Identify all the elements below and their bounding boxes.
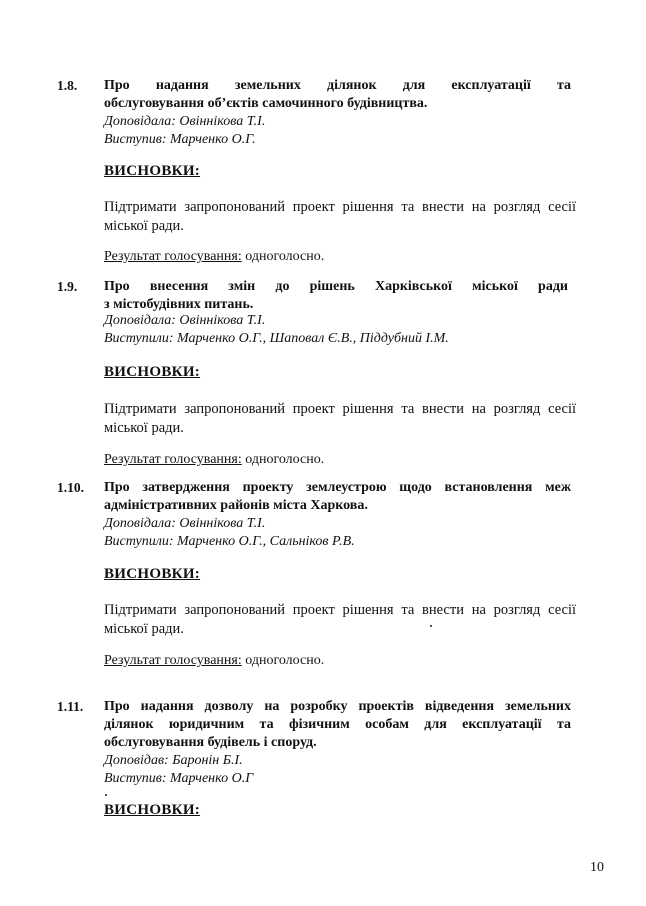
vote-result	[104, 249, 324, 265]
item-title-line: Про затвердження проекту землеустрою щодо встановлення меж	[104, 480, 571, 495]
item-title	[104, 77, 571, 113]
conclusion-text	[104, 400, 576, 438]
conclusion-line: міської ради.	[104, 621, 184, 637]
item-title	[104, 698, 571, 752]
vote-label: Результат голосування:	[104, 249, 242, 264]
conclusion-line: міської ради.	[104, 420, 184, 436]
reporter: Доповідала: Овіннікова Т.І.	[104, 516, 266, 531]
speakers: Виступив: Марченко О.Г	[104, 771, 254, 786]
conclusions-header: ВИСНОВКИ:	[104, 802, 201, 818]
item-title-line: Про надання земельних ділянок для експлуатації та	[104, 78, 571, 93]
item-title-line: обслуговування будівель і споруд.	[104, 735, 317, 750]
conclusion-text	[104, 601, 576, 639]
vote-value: одноголосно.	[241, 452, 325, 467]
item-number: 1.9.	[57, 279, 78, 294]
item-number: 1.11.	[57, 699, 84, 714]
vote-value: одноголосно.	[241, 249, 325, 264]
conclusions-header: ВИСНОВКИ:	[104, 566, 201, 582]
item-title-line: обслуговування об’єктів самочинного будівництва.	[104, 96, 428, 111]
vote-value: одноголосно.	[241, 653, 325, 668]
speakers: Виступили: Марченко О.Г., Сальніков Р.В.	[104, 534, 355, 549]
reporter: Доповідав: Баронін Б.І.	[104, 753, 243, 768]
stray-mark	[430, 625, 432, 627]
conclusions-header: ВИСНОВКИ:	[104, 163, 201, 179]
page-number: 10	[590, 860, 604, 875]
speakers: Виступив: Марченко О.Г.	[104, 132, 256, 147]
vote-label: Результат голосування:	[104, 452, 242, 467]
speakers: Виступили: Марченко О.Г., Шаповал Є.В., Піддубний І.М.	[104, 331, 449, 346]
item-title-line: адміністративних районів міста Харкова.	[104, 498, 368, 513]
item-title	[104, 479, 571, 515]
item-number: 1.10.	[57, 480, 84, 495]
reporter: Доповідала: Овіннікова Т.І.	[104, 313, 266, 328]
conclusion-line: Підтримати запропонований проект рішення та внести на розгляд сесії	[104, 401, 576, 417]
item-number: 1.8.	[57, 78, 78, 93]
conclusion-line: Підтримати запропонований проект рішення та внести на розгляд сесії	[104, 602, 576, 618]
conclusion-line: міської ради.	[104, 218, 184, 234]
item-title-line: з містобудівних питань.	[104, 297, 254, 312]
reporter: Доповідала: Овіннікова Т.І.	[104, 114, 266, 129]
stray-mark	[105, 794, 107, 796]
item-title-line: Про внесення змін до рішень Харківської міської ради	[104, 279, 568, 294]
item-title	[104, 278, 568, 314]
vote-result	[104, 653, 324, 669]
conclusion-text	[104, 198, 576, 236]
item-title-line: ділянок юридичним та фізичним особам для експлуатації та	[104, 717, 571, 732]
vote-result	[104, 452, 324, 468]
vote-label: Результат голосування:	[104, 653, 242, 668]
conclusions-header: ВИСНОВКИ:	[104, 364, 201, 380]
item-title-line: Про надання дозволу на розробку проектів відведення земельних	[104, 699, 571, 714]
conclusion-line: Підтримати запропонований проект рішення та внести на розгляд сесії	[104, 199, 576, 215]
